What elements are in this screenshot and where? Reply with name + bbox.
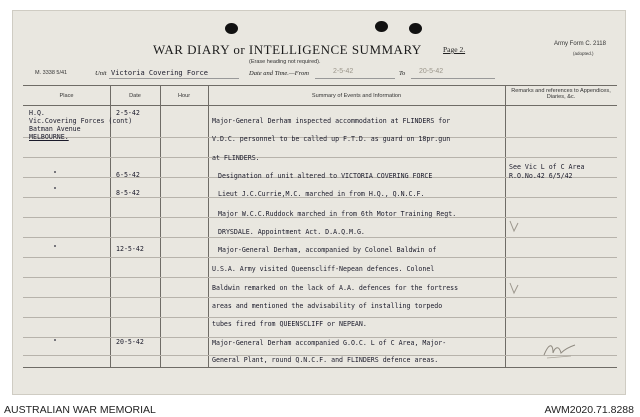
pencil-tick-mark [508, 219, 520, 233]
print-code: M. 3338 5/41 [35, 70, 68, 76]
ruled-line [23, 257, 617, 258]
ruled-line [23, 277, 617, 278]
summary-line: DRYSDALE. Appointment Act. D.A.Q.M.G. [218, 228, 365, 236]
summary-line: General Plant, round Q.N.C.F. and FLINDERS defence areas. [212, 356, 439, 364]
entry-date: 20-5-42 [116, 338, 144, 346]
entry-date: 2-5-42 [116, 109, 140, 117]
place-line: MELBOURNE. [29, 133, 69, 141]
ditto-mark: " [53, 170, 57, 178]
ruled-line [23, 337, 617, 338]
unit-value: Victoria Covering Force [111, 69, 208, 77]
place-line: Batman Avenue [29, 125, 81, 133]
unit-label: Unit [95, 70, 107, 77]
ruled-line [23, 317, 617, 318]
punch-hole [409, 23, 422, 34]
pencil-initials [541, 339, 581, 361]
summary-line: Designation of unit altered to VICTORIA COVERING FORCE [218, 172, 433, 180]
column-header-date: Date [129, 93, 141, 99]
column-header-remarks: Remarks and references to Appendices, Diaries, &c. [511, 88, 611, 100]
column-divider [208, 85, 209, 367]
summary-line: Baldwin remarked on the lack of A.A. defences for the fortress [212, 284, 459, 292]
table-top-border [23, 85, 617, 86]
punch-hole [225, 23, 238, 34]
column-divider [505, 85, 506, 367]
summary-line: Lieut J.C.Currie,M.C. marched in from H.Q., Q.N.C.F. [218, 190, 425, 198]
archive-name: AUSTRALIAN WAR MEMORIAL [4, 404, 156, 416]
war-diary-sheet [12, 10, 626, 395]
from-underline [315, 78, 395, 79]
summary-line: Major W.C.C.Ruddock marched in from 6th Motor Training Regt. [218, 210, 457, 218]
from-date: 2-5-42 [333, 68, 354, 75]
ruled-line [23, 237, 617, 238]
remarks-line: R.O.No.42 6/5/42 [509, 172, 573, 180]
table-bottom-border [23, 367, 617, 368]
summary-line: areas and mentioned the advisability of installing torpedo [212, 302, 443, 310]
punch-hole [375, 21, 388, 32]
unit-underline [109, 78, 239, 79]
summary-line: V.D.C. personnel to be called up F.T.D. as guard on 18pr.gun [212, 135, 451, 143]
place-line: Vic.Covering Forces (cont) [29, 117, 133, 125]
column-header-place: Place [59, 93, 74, 99]
to-label: To [399, 70, 406, 77]
column-divider [110, 85, 111, 367]
column-header-summary: Summary of Events and Information [311, 93, 402, 99]
form-number: Army Form C. 2118 [554, 41, 606, 47]
column-header-hour: Hour [177, 93, 191, 99]
header-bottom-border [23, 105, 617, 106]
to-underline [411, 78, 495, 79]
summary-line: Major-General Derham accompanied G.O.C. L of C Area, Major- [212, 339, 447, 347]
remarks-line: See Vic L of C Area [509, 163, 585, 171]
accession-number: AWM2020.71.8288 [544, 404, 634, 416]
pencil-tick-mark [508, 281, 520, 295]
ditto-mark: " [53, 244, 57, 252]
summary-line: tubes fired from QUEENSCLIFF or NEPEAN. [212, 320, 367, 328]
title-subtitle: (Erase heading not required). [249, 59, 321, 65]
ruled-line [23, 157, 617, 158]
summary-line: U.S.A. Army visited Queenscliff-Nepean defences. Colonel [212, 265, 435, 273]
date-time-label: Date and Time.—From [249, 70, 309, 77]
form-adopted: (adopted.) [573, 51, 594, 56]
summary-line: Major-General Derham inspected accommodation at FLINDERS for [212, 117, 451, 125]
to-date: 20-5-42 [419, 68, 444, 75]
archive-footer [0, 399, 640, 417]
place-line: H.Q. [29, 109, 45, 117]
column-divider [160, 85, 161, 367]
entry-date: 6-5-42 [116, 171, 140, 179]
entry-date: 12-5-42 [116, 245, 144, 253]
entry-date: 8-5-42 [116, 189, 140, 197]
page-number: Page 2. [443, 45, 466, 54]
ditto-mark: " [53, 338, 57, 346]
ruled-line [23, 297, 617, 298]
ditto-mark: " [53, 186, 57, 194]
summary-line: Major-General Derham, accompanied by Colonel Baldwin of [218, 246, 437, 254]
page-title: WAR DIARY or INTELLIGENCE SUMMARY [153, 42, 422, 57]
summary-line: at FLINDERS. [212, 154, 260, 162]
